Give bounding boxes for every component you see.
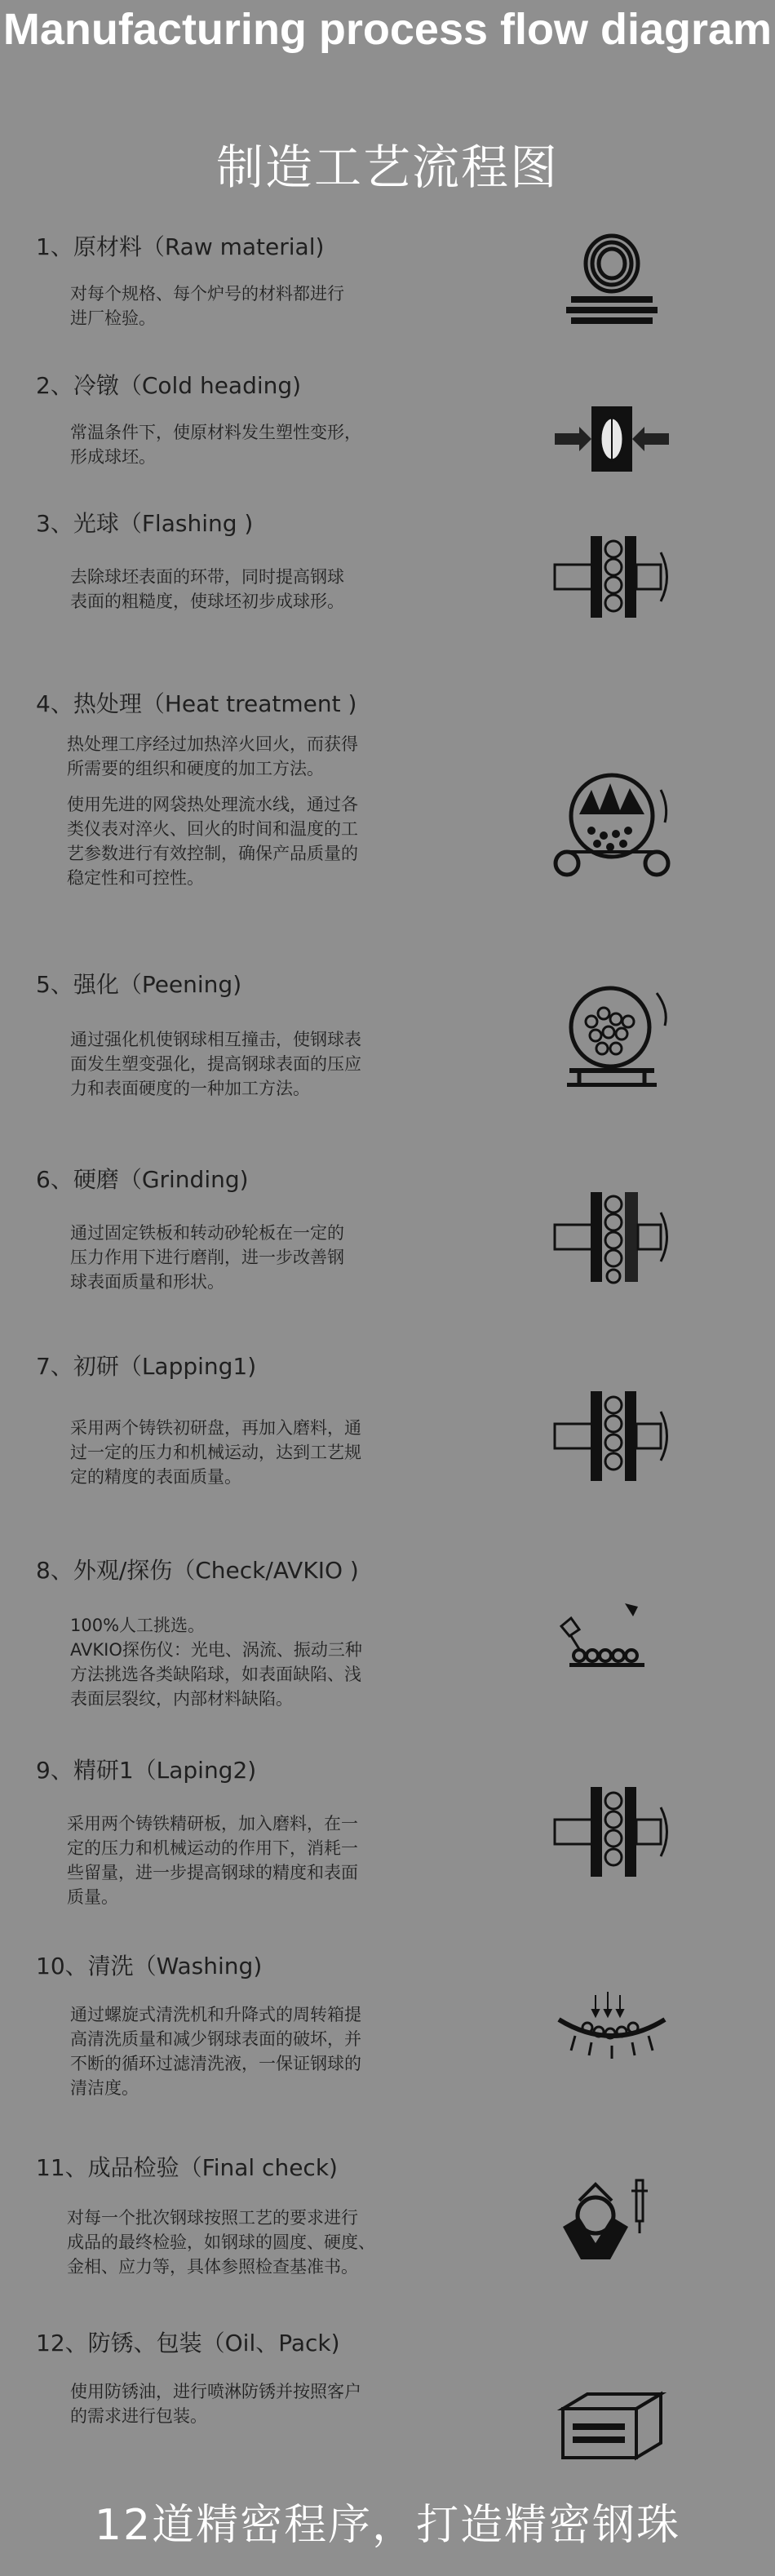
desc-line: 稳定性和可控性。	[67, 868, 204, 888]
step-description	[70, 282, 344, 330]
desc-line: 所需要的组织和硬度的加工方法。	[67, 759, 324, 778]
desc-line: 艺参数进行有效控制，确保产品质量的	[67, 844, 358, 863]
step-heading: 3、光球（Flashing )	[36, 510, 254, 537]
peening-drum-icon	[547, 977, 677, 1099]
desc-line: 成品的最终检验，如钢球的圆度、硬度、	[67, 2232, 375, 2252]
step-heading: 1、原材料（Raw material)	[36, 233, 325, 260]
step-heading: 11、成品检验（Final check)	[36, 2154, 338, 2181]
desc-line: 通过强化机使钢球相互撞击，使钢球表	[70, 1030, 361, 1049]
step-heading: 10、清洗（Washing)	[36, 1953, 263, 1980]
desc-line: 对每一个批次钢球按照工艺的要求进行	[67, 2208, 358, 2228]
step-description-extra	[67, 792, 358, 890]
step-heading: 2、冷镦（Cold heading)	[36, 372, 302, 399]
fine-lapping-plates-icon	[547, 1775, 677, 1897]
desc-line: 类仪表对淬火、回火的时间和温度的工	[67, 819, 358, 839]
desc-line: 金相、应力等，具体参照检查基准书。	[67, 2257, 358, 2277]
washing-trough-icon	[547, 1971, 677, 2093]
lapping-plates-icon	[547, 1379, 677, 1501]
cold-heading-die-icon	[547, 386, 677, 508]
desc-line: 100%人工挑选。	[70, 1616, 206, 1635]
desc-line: 高清洗质量和减少钢球表面的破坏，并	[70, 2029, 361, 2049]
step-description	[70, 1416, 361, 1489]
page-title-english: Manufacturing process flow diagram	[2, 5, 773, 54]
desc-line: 质量。	[67, 1887, 118, 1907]
desc-line: 定的精度的表面质量。	[70, 1467, 241, 1487]
desc-line: 热处理工序经过加热淬火回火，而获得	[67, 734, 358, 754]
step-description	[70, 2002, 361, 2100]
step-description	[70, 1613, 362, 1711]
desc-line: 面发生塑变强化，提高钢球表面的压应	[70, 1054, 361, 1074]
step-description	[67, 732, 358, 781]
desc-line: 常温条件下，使原材料发生塑性变形，	[70, 423, 361, 442]
step-heading: 7、初研（Lapping1)	[36, 1353, 257, 1380]
desc-line: 些留量，进一步提高钢球的精度和表面	[67, 1863, 358, 1882]
step-heading: 8、外观/探伤（Check/AVKIO )	[36, 1557, 359, 1584]
step-description	[70, 420, 361, 469]
step-heading: 5、强化（Peening)	[36, 971, 242, 998]
heat-treatment-furnace-icon	[547, 765, 677, 888]
desc-line: 表面层裂纹，内部材料缺陷。	[70, 1689, 293, 1709]
step-description	[67, 1811, 358, 1909]
inspection-icon	[547, 1587, 677, 1709]
step-description	[70, 1027, 361, 1101]
step-heading: 12、防锈、包装（Oil、Pack)	[36, 2330, 340, 2357]
desc-line: 通过固定铁板和转动砂轮板在一定的	[70, 1223, 344, 1243]
desc-line: 定的压力和机械运动的作用下，消耗一	[67, 1838, 358, 1858]
desc-line: AVKIO探伤仪：光电、涡流、振动三种	[70, 1640, 362, 1660]
footer-slogan: 12道精密程序，打造精密钢珠	[94, 2501, 681, 2550]
desc-line: 过一定的压力和机械运动，达到工艺规	[70, 1443, 361, 1462]
desc-line: 表面的粗糙度，使球坯初步成球形。	[70, 592, 344, 611]
desc-line: 使用先进的网袋热处理流水线，通过各	[67, 795, 358, 814]
desc-line: 方法挑选各类缺陷球，如表面缺陷、浅	[70, 1665, 361, 1684]
desc-line: 采用两个铸铁初研盘，再加入磨料，通	[70, 1418, 361, 1438]
step-heading: 9、精研1（Laping2)	[36, 1757, 257, 1784]
package-box-icon	[547, 2376, 677, 2482]
flashing-plates-icon	[547, 520, 677, 642]
step-description	[67, 2206, 375, 2279]
grinding-plates-icon	[547, 1180, 677, 1302]
step-heading: 6、硬磨（Grinding)	[36, 1166, 249, 1193]
desc-line: 对每个规格、每个炉号的材料都进行	[70, 284, 344, 304]
desc-line: 通过螺旋式清洗机和升降式的周转箱提	[70, 2005, 361, 2024]
desc-line: 力和表面硬度的一种加工方法。	[70, 1079, 310, 1098]
coil-wire-icon	[547, 227, 677, 349]
desc-line: 采用两个铸铁精研板，加入磨料，在一	[67, 1814, 358, 1833]
desc-line: 的需求进行包装。	[70, 2406, 207, 2426]
desc-line: 不断的循环过滤清洗液，一保证钢球的	[70, 2054, 361, 2073]
step-description	[70, 2379, 361, 2428]
desc-line: 形成球坯。	[70, 447, 156, 467]
desc-line: 使用防锈油，进行喷淋防锈并按照客户	[70, 2382, 361, 2401]
step-description	[70, 565, 344, 614]
desc-line: 清洁度。	[70, 2078, 139, 2098]
desc-line: 进厂检验。	[70, 308, 156, 328]
desc-line: 球表面质量和形状。	[70, 1272, 224, 1292]
desc-line: 去除球坯表面的环带，同时提高钢球	[70, 567, 344, 587]
final-check-vblock-icon	[547, 2168, 677, 2290]
step-heading: 4、热处理（Heat treatment )	[36, 690, 357, 717]
desc-line: 压力作用下进行磨削，进一步改善钢	[70, 1248, 344, 1267]
step-description	[70, 1221, 344, 1294]
page-title-chinese: 制造工艺流程图	[215, 140, 559, 195]
